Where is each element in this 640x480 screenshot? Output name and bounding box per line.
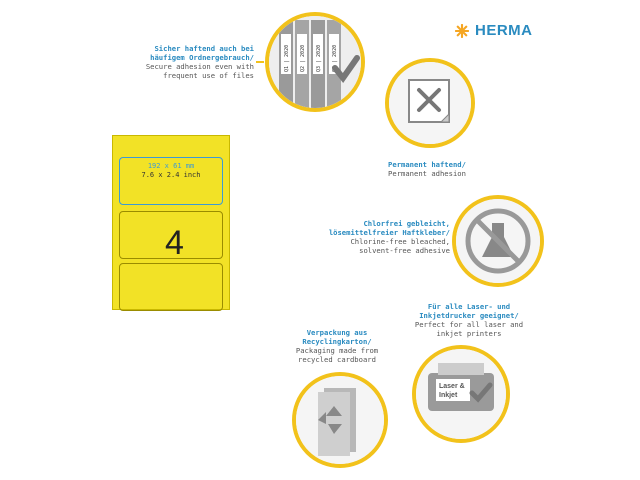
caption-de: Chlorfrei gebleicht, lösemittelfreier Haftkleber/	[328, 219, 450, 237]
binder-icon	[269, 16, 361, 108]
caption-en: Perfect for all laser and inkjet printers	[414, 320, 524, 338]
labels-per-sheet: 4	[165, 224, 184, 262]
packaging-circle	[292, 372, 388, 468]
caption-chlorine	[326, 219, 450, 255]
binder-circle	[265, 12, 365, 112]
spine-label: Q3 | 2020	[316, 44, 322, 72]
label-dimensions	[120, 162, 222, 180]
spine-label: Q2 | 2020	[300, 44, 306, 72]
chlorine-circle	[452, 195, 544, 287]
caption-en: Permanent adhesion	[388, 169, 466, 178]
spine-label: Q1 | 2020	[284, 44, 290, 72]
caption-en: Packaging made from recycled cardboard	[295, 346, 379, 364]
spine-label: Q4 | 2020	[332, 44, 338, 72]
caption-permanent	[362, 160, 492, 178]
permanent-adhesion-icon	[389, 62, 471, 144]
brand-name: HERMA	[475, 22, 533, 39]
caption-de: Verpackung aus Recyclingkarton/	[302, 328, 372, 346]
no-chemicals-icon	[456, 199, 540, 283]
label-slot	[119, 157, 223, 205]
caption-en: Chlorine-free bleached, solvent-free adhesive	[350, 237, 450, 255]
star-icon	[455, 24, 469, 38]
caption-adhesion	[130, 44, 254, 80]
caption-de: Für alle Laser- und Inkjetdrucker geeignet/	[419, 302, 519, 320]
printer-circle	[412, 345, 510, 443]
permanent-circle	[385, 58, 475, 148]
printer-icon	[416, 349, 506, 439]
printer-label-line2: Inkjet	[439, 392, 458, 399]
dims-metric: 192 x 61 mm	[147, 162, 195, 170]
caption-de: Permanent haftend/	[388, 160, 466, 169]
label-sheet	[112, 135, 230, 310]
label-slot	[119, 263, 223, 311]
caption-de: Sicher haftend auch bei häufigem Ordnergebrauch/	[150, 44, 254, 62]
printer-label-line1: Laser &	[439, 383, 465, 390]
recycling-icon	[296, 376, 384, 464]
herma-logo	[455, 22, 533, 39]
caption-packaging	[282, 328, 392, 364]
caption-en: Secure adhesion even with frequent use of files	[145, 62, 254, 80]
connector	[256, 61, 264, 63]
dims-imperial: 7.6 x 2.4 inch	[141, 171, 201, 179]
caption-printers	[404, 302, 534, 338]
